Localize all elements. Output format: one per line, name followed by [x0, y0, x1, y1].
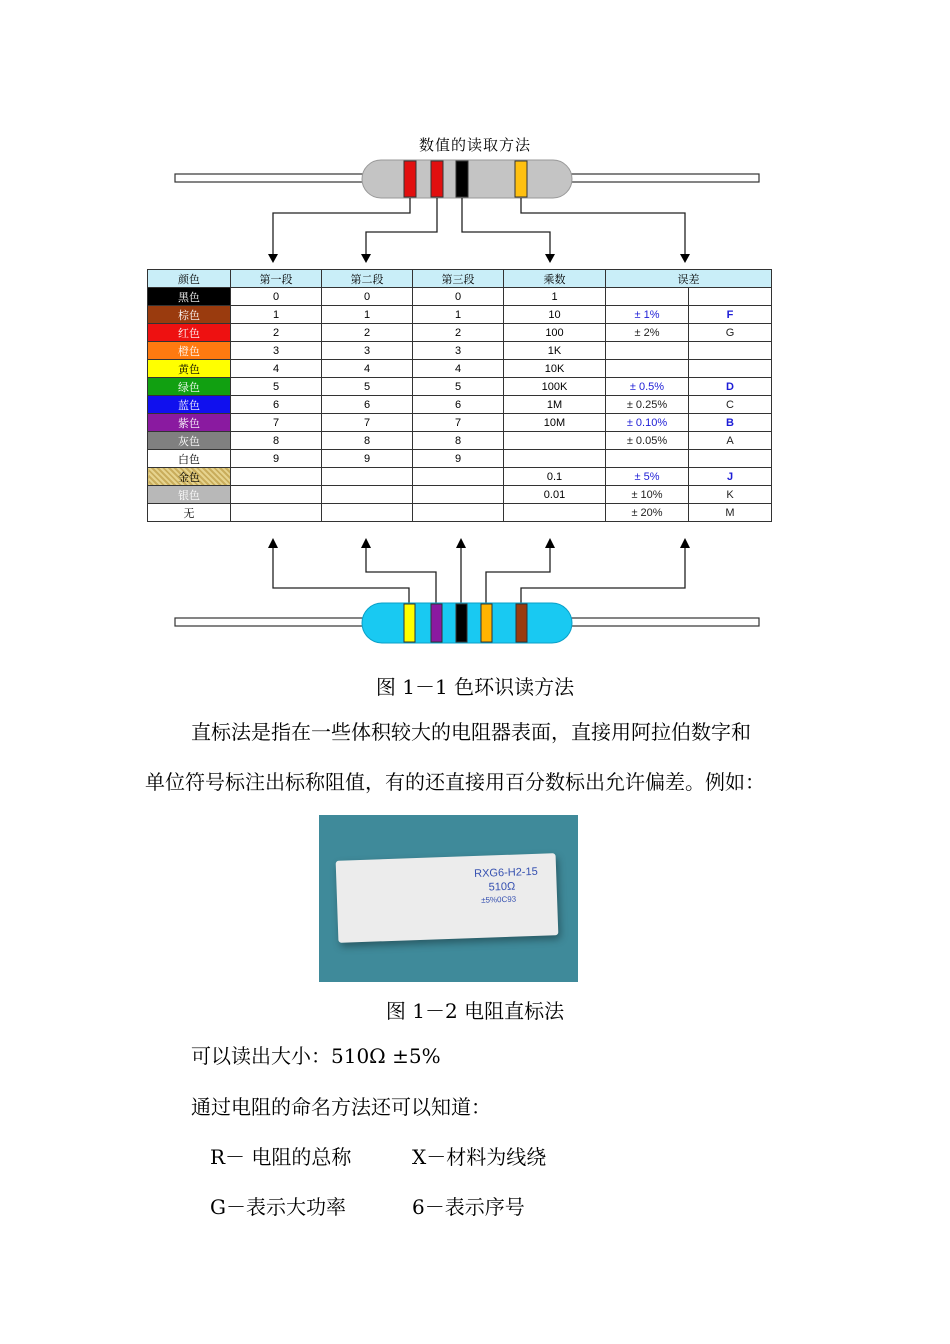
cell-digit3: 2 [413, 324, 504, 342]
cell-tolerance: ± 2% [606, 324, 689, 342]
cell-tolerance [606, 342, 689, 360]
cell-digit2: 1 [322, 306, 413, 324]
cell-multiplier [504, 432, 606, 450]
bottom-band-orange [481, 604, 492, 642]
cell-digit2 [322, 504, 413, 522]
cell-multiplier: 10M [504, 414, 606, 432]
cell-digit2: 6 [322, 396, 413, 414]
figure-title: 数值的读取方法 [418, 136, 531, 154]
cell-digit3: 0 [413, 288, 504, 306]
header-multiplier: 乘数 [504, 270, 606, 288]
naming-r: R－ 电阻的总称 [210, 1145, 352, 1169]
cell-digit3 [413, 486, 504, 504]
cell-tolerance-code: G [689, 324, 772, 342]
table-row [148, 486, 772, 504]
cell-digit1 [231, 486, 322, 504]
cell-multiplier: 10K [504, 360, 606, 378]
cell-tolerance-code [689, 450, 772, 468]
table-row [148, 378, 772, 396]
cell-digit3: 8 [413, 432, 504, 450]
cell-digit2: 8 [322, 432, 413, 450]
cell-tolerance: ± 10% [606, 486, 689, 504]
cell-digit2: 0 [322, 288, 413, 306]
cell-digit1: 6 [231, 396, 322, 414]
header-digit1: 第一段 [231, 270, 322, 288]
cell-digit2: 2 [322, 324, 413, 342]
cell-multiplier [504, 504, 606, 522]
header-digit3: 第三段 [413, 270, 504, 288]
cell-digit1: 7 [231, 414, 322, 432]
cell-tolerance: ± 1% [606, 306, 689, 324]
cell-color-name: 棕色 [148, 306, 231, 324]
color-code-table [147, 269, 772, 522]
naming-6: 6－表示序号 [412, 1195, 525, 1219]
cell-tolerance: ± 20% [606, 504, 689, 522]
cell-digit1: 9 [231, 450, 322, 468]
resistor-photo [319, 815, 578, 982]
ceramic-resistor [336, 853, 559, 943]
table-row [148, 306, 772, 324]
cell-digit1: 3 [231, 342, 322, 360]
cell-digit3: 9 [413, 450, 504, 468]
photo-label-model: RXG6-H2-15 [473, 865, 538, 881]
cell-tolerance-code: B [689, 414, 772, 432]
bottom-band-violet [431, 604, 442, 642]
cell-tolerance-code: K [689, 486, 772, 504]
cell-digit2: 9 [322, 450, 413, 468]
table-row [148, 450, 772, 468]
top-resistor-diagram [0, 0, 950, 280]
cell-digit3 [413, 504, 504, 522]
cell-multiplier: 100 [504, 324, 606, 342]
cell-digit1: 1 [231, 306, 322, 324]
cell-tolerance-code: F [689, 306, 772, 324]
header-digit2: 第二段 [322, 270, 413, 288]
cell-digit2: 4 [322, 360, 413, 378]
cell-tolerance-code: C [689, 396, 772, 414]
paragraph-line-1: 直标法是指在一些体积较大的电阻器表面，直接用阿拉伯数字和 [191, 720, 751, 744]
cell-color-name: 无 [148, 504, 231, 522]
cell-color-name: 蓝色 [148, 396, 231, 414]
cell-digit3: 3 [413, 342, 504, 360]
cell-digit1: 2 [231, 324, 322, 342]
cell-digit2 [322, 486, 413, 504]
table-row [148, 468, 772, 486]
cell-multiplier: 10 [504, 306, 606, 324]
top-connector-lines [273, 198, 685, 254]
cell-multiplier: 1 [504, 288, 606, 306]
bottom-resistor-diagram [0, 530, 950, 650]
top-band-2 [431, 161, 443, 197]
naming-g: G－表示大功率 [210, 1195, 346, 1219]
header-tolerance: 误差 [606, 270, 772, 288]
table-row [148, 324, 772, 342]
cell-color-name: 橙色 [148, 342, 231, 360]
bottom-band-black [456, 604, 467, 642]
cell-tolerance-code: A [689, 432, 772, 450]
top-arrowheads [268, 254, 690, 263]
cell-tolerance: ± 0.5% [606, 378, 689, 396]
cell-color-name: 黑色 [148, 288, 231, 306]
cell-tolerance-code [689, 342, 772, 360]
reading-text: 可以读出大小：510Ω ±5% [191, 1044, 441, 1068]
bottom-arrowheads [268, 538, 690, 548]
figure1-caption: 图 1－1 色环识读方法 [375, 675, 575, 699]
cell-multiplier: 100K [504, 378, 606, 396]
cell-color-name: 金色 [148, 468, 231, 486]
cell-digit2: 5 [322, 378, 413, 396]
table-row [148, 342, 772, 360]
cell-digit2: 7 [322, 414, 413, 432]
cell-tolerance [606, 360, 689, 378]
cell-multiplier: 0.01 [504, 486, 606, 504]
photo-label-code: ±5%0C93 [480, 894, 517, 905]
cell-tolerance [606, 450, 689, 468]
cell-digit1: 5 [231, 378, 322, 396]
cell-digit3: 6 [413, 396, 504, 414]
cell-digit1: 8 [231, 432, 322, 450]
table-row [148, 396, 772, 414]
cell-digit1: 0 [231, 288, 322, 306]
cell-multiplier: 1K [504, 342, 606, 360]
cell-tolerance-code [689, 360, 772, 378]
top-band-1 [404, 161, 416, 197]
table-row [148, 504, 772, 522]
cell-tolerance [606, 288, 689, 306]
cell-tolerance: ± 0.10% [606, 414, 689, 432]
bottom-connector-lines [273, 548, 685, 604]
cell-color-name: 白色 [148, 450, 231, 468]
cell-digit2: 3 [322, 342, 413, 360]
cell-tolerance-code: M [689, 504, 772, 522]
cell-color-name: 绿色 [148, 378, 231, 396]
cell-digit3: 1 [413, 306, 504, 324]
photo-label-value: 510Ω [488, 880, 516, 894]
cell-multiplier: 1M [504, 396, 606, 414]
cell-digit2 [322, 468, 413, 486]
header-color: 颜色 [148, 270, 231, 288]
table-row [148, 288, 772, 306]
top-band-4 [515, 161, 527, 197]
cell-digit3: 4 [413, 360, 504, 378]
naming-x: X－材料为线绕 [412, 1145, 547, 1169]
cell-multiplier: 0.1 [504, 468, 606, 486]
cell-tolerance-code: D [689, 378, 772, 396]
cell-tolerance: ± 5% [606, 468, 689, 486]
cell-color-name: 灰色 [148, 432, 231, 450]
cell-tolerance-code [689, 288, 772, 306]
cell-color-name: 黄色 [148, 360, 231, 378]
cell-digit3: 5 [413, 378, 504, 396]
table-row [148, 414, 772, 432]
paragraph-line-2: 单位符号标注出标称阻值，有的还直接用百分数标出允许偏差。例如： [145, 770, 765, 794]
top-band-3 [456, 161, 468, 197]
cell-digit3 [413, 468, 504, 486]
cell-color-name: 紫色 [148, 414, 231, 432]
bottom-band-brown [516, 604, 527, 642]
cell-tolerance: ± 0.05% [606, 432, 689, 450]
table-row [148, 432, 772, 450]
cell-digit1 [231, 504, 322, 522]
cell-multiplier [504, 450, 606, 468]
cell-tolerance-code: J [689, 468, 772, 486]
figure2-caption: 图 1－2 电阻直标法 [385, 999, 565, 1023]
table-row [148, 360, 772, 378]
cell-color-name: 银色 [148, 486, 231, 504]
table-body [148, 288, 772, 522]
bottom-band-yellow [404, 604, 415, 642]
naming-intro-text: 通过电阻的命名方法还可以知道： [191, 1095, 491, 1119]
cell-digit1: 4 [231, 360, 322, 378]
cell-digit3: 7 [413, 414, 504, 432]
cell-color-name: 红色 [148, 324, 231, 342]
cell-tolerance: ± 0.25% [606, 396, 689, 414]
cell-digit1 [231, 468, 322, 486]
